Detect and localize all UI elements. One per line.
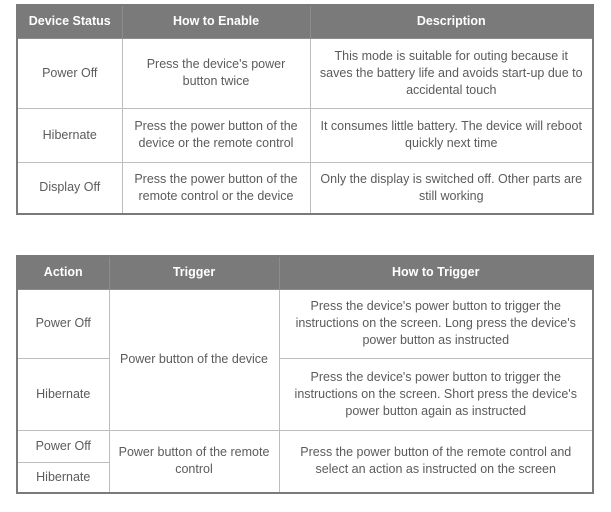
trigger-table xyxy=(16,255,594,494)
action-cell: Hibernate xyxy=(17,462,109,493)
header-device-status: Device Status xyxy=(17,5,122,38)
table-row xyxy=(17,289,593,358)
status-cell: Power Off xyxy=(17,38,122,108)
how-to-trigger-cell: Press the device's power button to trigger the instructions on the screen. Long press the device's power button as instructed xyxy=(279,289,593,358)
header-how-to-trigger: How to Trigger xyxy=(279,256,593,289)
description-cell: Only the display is switched off. Other parts are still working xyxy=(310,162,593,214)
how-to-enable-cell: Press the device's power button twice xyxy=(122,38,310,108)
table-header-row xyxy=(17,5,593,38)
table-row xyxy=(17,430,593,462)
action-cell: Hibernate xyxy=(17,358,109,430)
header-description: Description xyxy=(310,5,593,38)
table-header-row xyxy=(17,256,593,289)
header-trigger: Trigger xyxy=(109,256,279,289)
header-action: Action xyxy=(17,256,109,289)
table-row xyxy=(17,38,593,108)
trigger-cell: Power button of the device xyxy=(109,289,279,430)
description-cell: This mode is suitable for outing because it saves the battery life and avoids start-up due to accidental touch xyxy=(310,38,593,108)
status-cell: Hibernate xyxy=(17,108,122,162)
description-cell: It consumes little battery. The device will reboot quickly next time xyxy=(310,108,593,162)
how-to-trigger-cell: Press the device's power button to trigger the instructions on the screen. Short press the device's power button again as instructed xyxy=(279,358,593,430)
table-row xyxy=(17,358,593,430)
trigger-cell: Power button of the remote control xyxy=(109,430,279,493)
action-cell: Power Off xyxy=(17,289,109,358)
table-row xyxy=(17,108,593,162)
action-cell: Power Off xyxy=(17,430,109,462)
how-to-enable-cell: Press the power button of the remote control or the device xyxy=(122,162,310,214)
device-status-table xyxy=(16,4,594,215)
how-to-trigger-cell: Press the power button of the remote control and select an action as instructed on the screen xyxy=(279,430,593,493)
how-to-enable-cell: Press the power button of the device or the remote control xyxy=(122,108,310,162)
header-how-to-enable: How to Enable xyxy=(122,5,310,38)
table-row xyxy=(17,162,593,214)
status-cell: Display Off xyxy=(17,162,122,214)
